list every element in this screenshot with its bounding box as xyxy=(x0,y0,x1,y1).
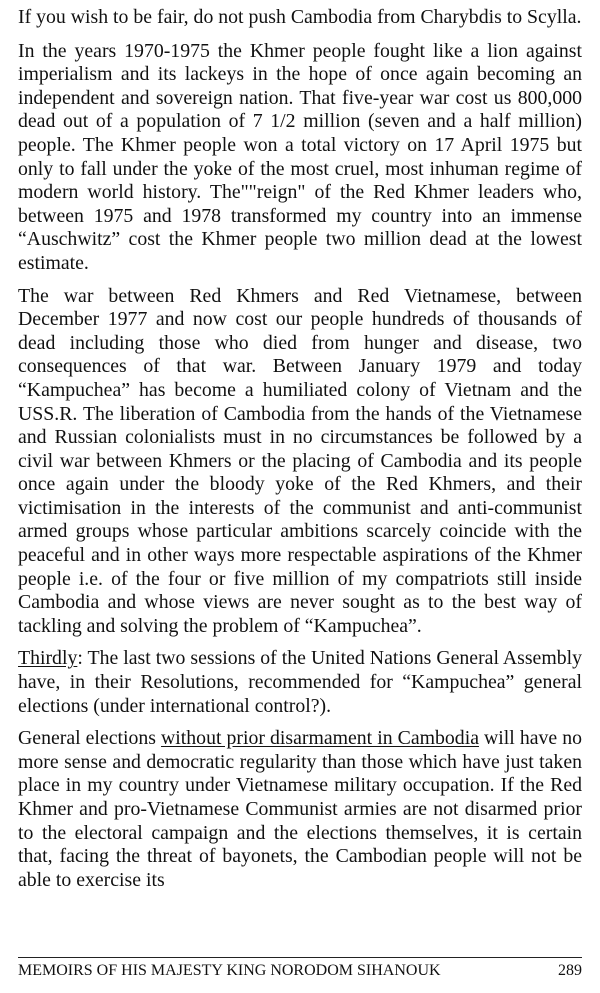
paragraph-4 xyxy=(18,647,582,718)
page-footer xyxy=(18,961,582,981)
paragraph-5-underlined: without prior disarmament in Cambodia xyxy=(161,727,479,750)
paragraph-5-start: General elections xyxy=(18,727,162,750)
page-number: 289 xyxy=(558,962,582,979)
paragraph-5 xyxy=(18,727,582,892)
paragraph-3: The war between Red Khmers and Red Vietnamese, between December 1977 and now cost our people hundreds of thousands of dead including those who died from hunger and disease, two consequences of that war. Between January 1979 and today “Kampuchea” has become a humiliated colony of Vietnam and the USS.R. The liberation of Cambodia from the hands of the Vietnamese and Russian colonialists must in no circumstances be followed by a civil war between Khmers or the placing of Cambodia and its people once again under the bloody yoke of the Red Khmers, and their victimisation in the interests of the communist and anti-communist armed groups whose particular ambitions scarcely coincide with the peaceful and in other ways more respectable aspirations of the Khmer people i.e. of the four or five million of my compatriots still inside Cambodia and whose views are never sought as to the best way of tackling and solving the problem of “Kampuchea”. xyxy=(18,284,582,637)
footer-rule xyxy=(18,957,582,958)
page-body xyxy=(18,6,582,901)
paragraph-5-rest: will have no more sense and democratic regularity than those which have just taken place in my country under Vietnamese military occupation. If the Red Khmer and pro-Vietnamese Communist armies are not disarmed prior to the electoral campaign and the elections themselves, it is certain that, facing the threat of bayonets, the Cambodian people will not be able to exercise its xyxy=(18,727,583,891)
paragraph-2: In the years 1970-1975 the Khmer people fought like a lion against imperialism and its lackeys in the hope of once again becoming an independent and sovereign nation. That five-year war cost us 800,000 dead out of a population of 7 1/2 million (seven and a half million) people. The Khmer people won a total victory on 17 April 1975 but only to fall under the yoke of the most cruel, most inhuman regime of modern world history. The""reign" of the Red Khmer leaders who, between 1975 and 1978 transformed my country into an immense “Auschwitz” cost the Khmer people two million dead at the lowest estimate. xyxy=(18,39,582,274)
book-title: MEMOIRS OF HIS MAJESTY KING NORODOM SIHANOUK xyxy=(18,962,441,979)
paragraph-1: If you wish to be fair, do not push Cambodia from Charybdis to Scylla. xyxy=(18,6,582,28)
paragraph-4-text: : The last two sessions of the United Nations General Assembly have, in their Resolutions, recommended for “Kampuchea” general elections (under international control?). xyxy=(18,647,582,717)
thirdly-heading: Thirdly xyxy=(18,647,78,670)
